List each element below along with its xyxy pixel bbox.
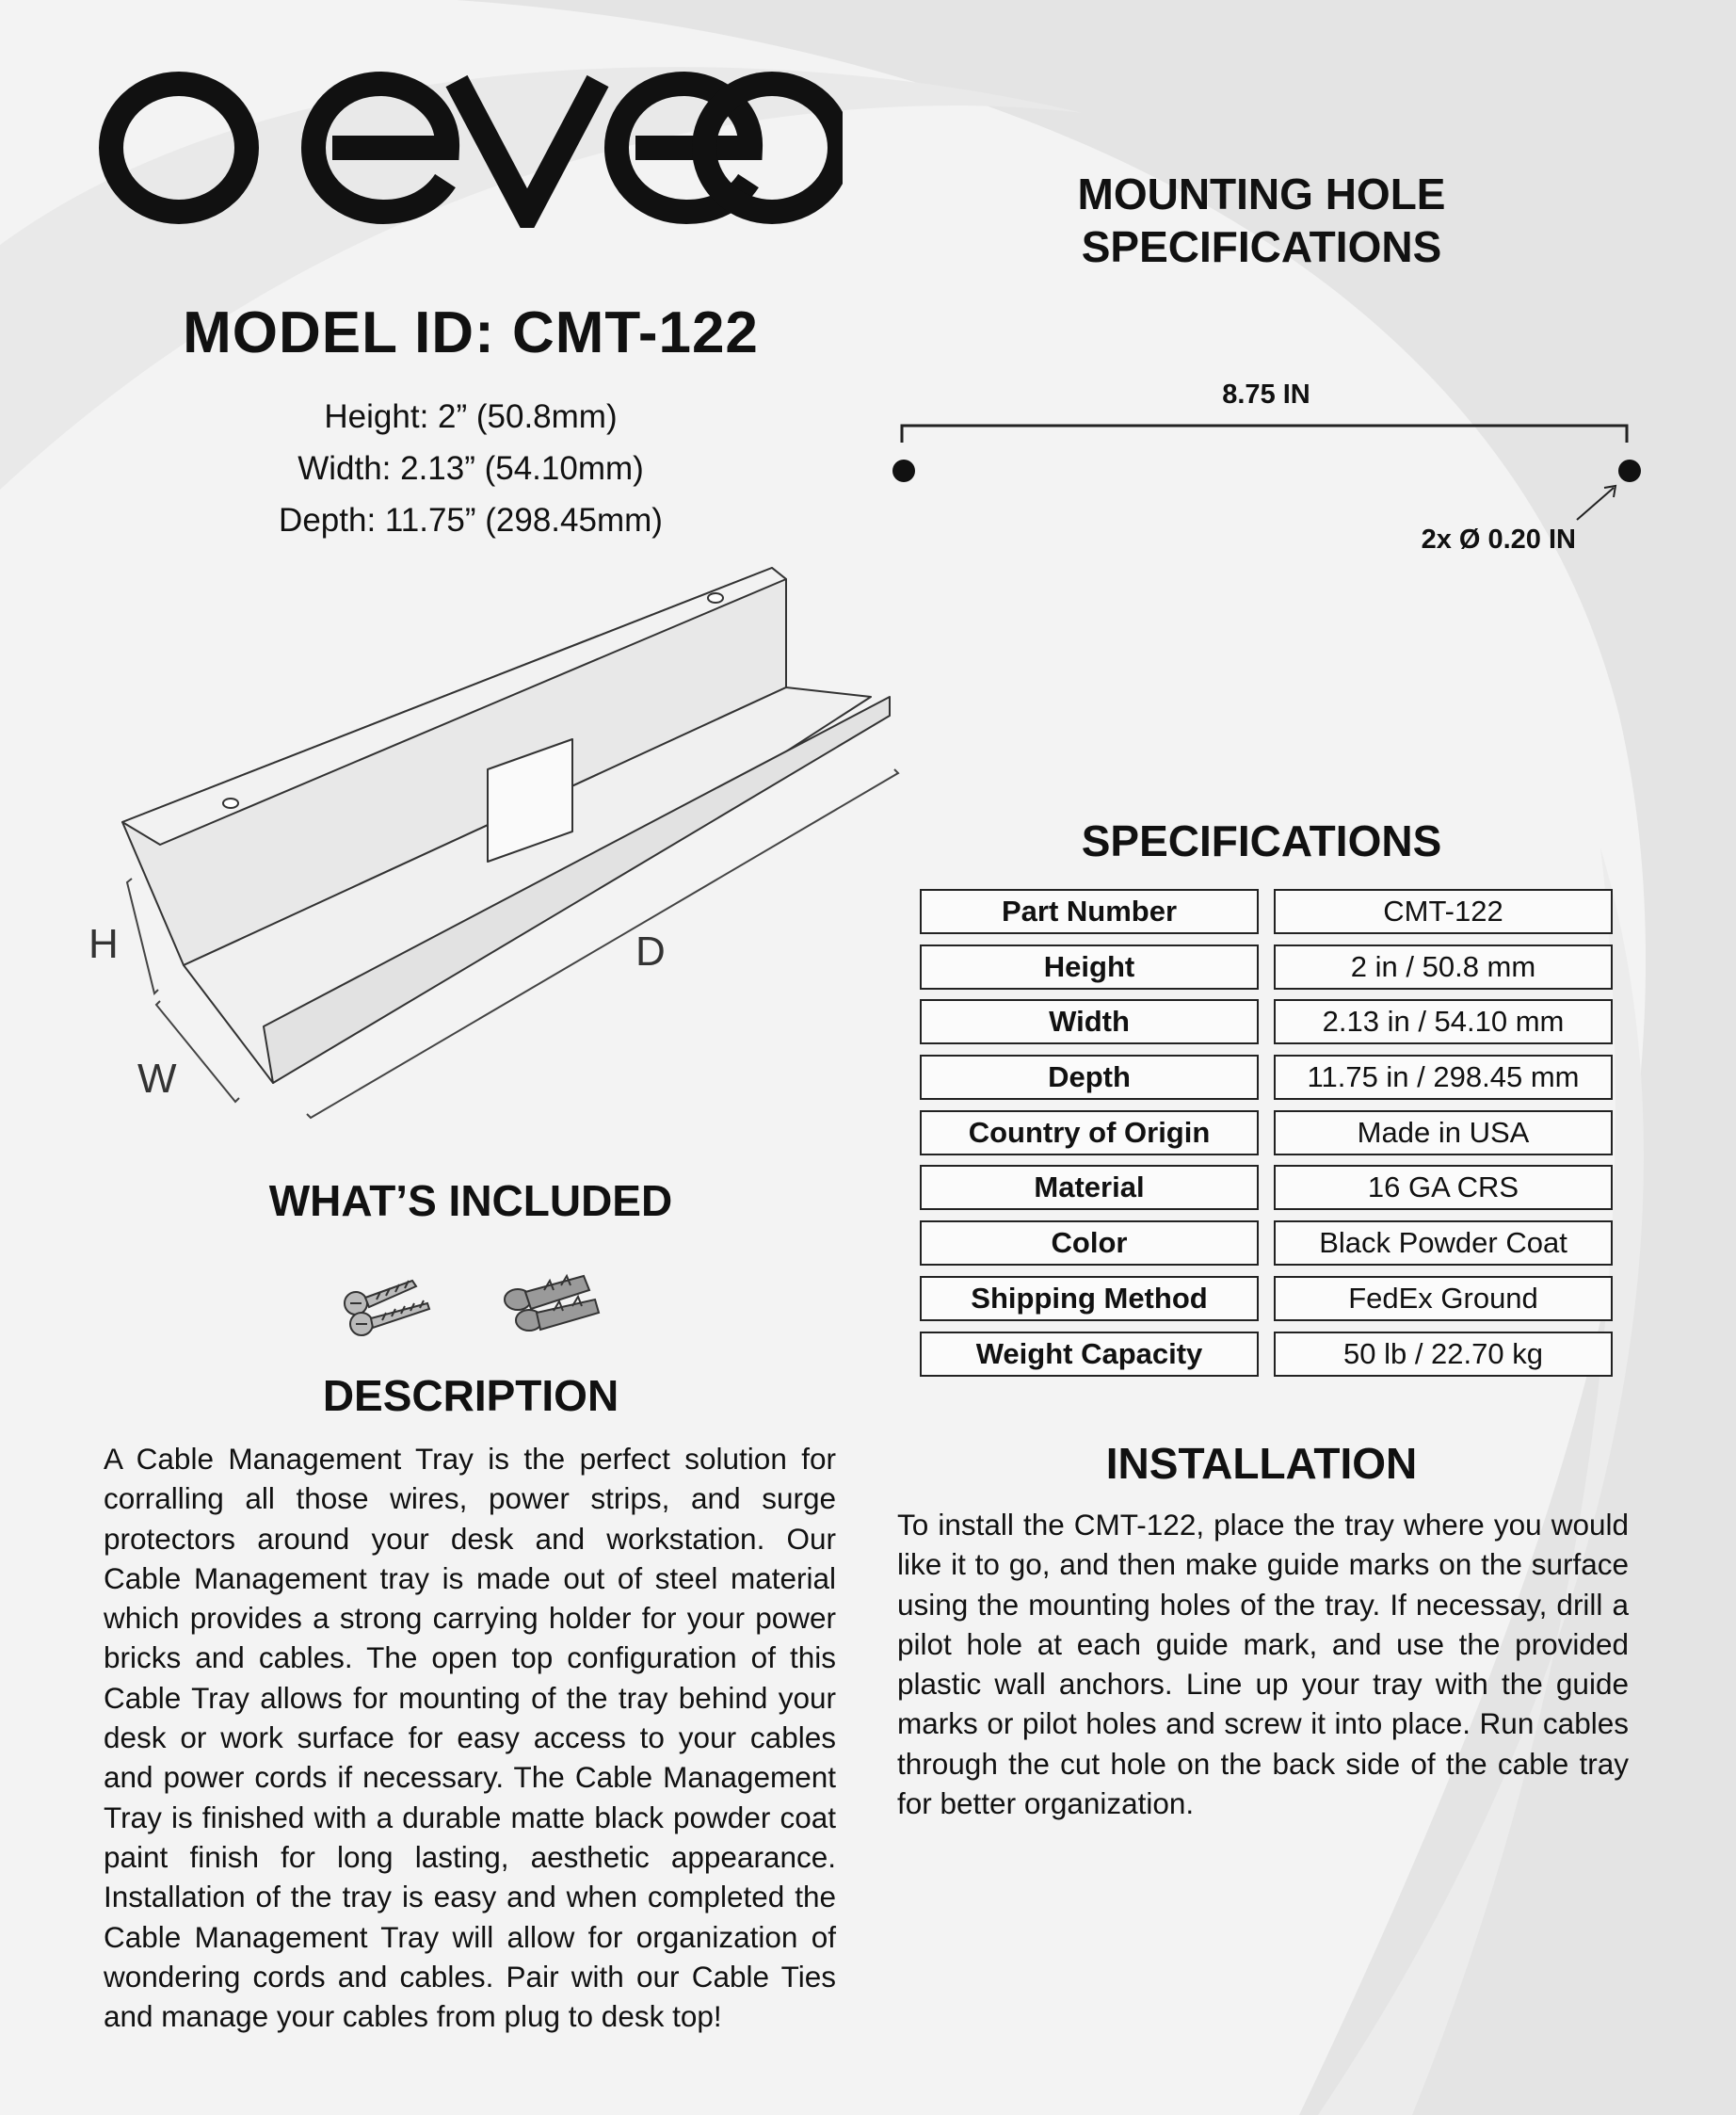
spec-value: 2.13 in / 54.10 mm: [1274, 999, 1613, 1044]
spec-label: Width: [920, 999, 1259, 1044]
tray-diagram: [75, 551, 923, 1135]
spec-value: Black Powder Coat: [1274, 1220, 1613, 1266]
spec-label: Height: [920, 944, 1259, 990]
table-row: [920, 1276, 1613, 1321]
spec-value: CMT-122: [1274, 889, 1613, 934]
hole-diameter-label: 2x Ø 0.20 IN: [1421, 525, 1576, 555]
spec-label: Weight Capacity: [920, 1332, 1259, 1377]
depth-label: D: [635, 928, 666, 975]
spec-label: Part Number: [920, 889, 1259, 934]
width-label: W: [137, 1056, 177, 1102]
mounting-title-line1: MOUNTING HOLE: [1077, 170, 1446, 218]
dimension-bracket: [902, 426, 1627, 443]
installation-text: To install the CMT-122, place the tray where you would like it to go, and then make guide marks on the surface using the mounting holes of the tray. If necessay, drill a pilot hole at each guide mark, and use the provided plastic wall anchors. Line up your tray with the guide marks or pilot holes and screw it into place. Run cables through the cut hole on the back side of the cable tray for better organization.: [897, 1508, 1629, 1821]
table-row: [920, 1110, 1613, 1155]
table-row: [920, 944, 1613, 990]
spec-value: FedEx Ground: [1274, 1276, 1613, 1321]
spec-label: Color: [920, 1220, 1259, 1266]
screws-icon: [345, 1281, 429, 1335]
installation-title: INSTALLATION: [1105, 1439, 1418, 1488]
table-row: [920, 1055, 1613, 1100]
mounting-hole-diagram: [876, 367, 1666, 574]
description-title: DESCRIPTION: [322, 1371, 619, 1420]
table-row: [920, 999, 1613, 1044]
hole-spacing-label: 8.75 IN: [1222, 379, 1310, 410]
model-title: MODEL ID: CMT-122: [183, 300, 759, 365]
table-row: [920, 1165, 1613, 1210]
specifications-title: SPECIFICATIONS: [1081, 816, 1442, 865]
spec-value: 50 lb / 22.70 kg: [1274, 1332, 1613, 1377]
wall-anchors-icon: [505, 1276, 599, 1331]
table-row: [920, 1220, 1613, 1266]
table-row: [920, 889, 1613, 934]
spec-value: Made in USA: [1274, 1110, 1613, 1155]
whats-included-title: WHAT’S INCLUDED: [268, 1176, 673, 1225]
width-dimension: Width: 2.13” (54.10mm): [297, 450, 644, 487]
oeveo-logo: [99, 68, 843, 228]
spec-value: 16 GA CRS: [1274, 1165, 1613, 1210]
height-dimension: Height: 2” (50.8mm): [324, 398, 618, 435]
spec-label: Material: [920, 1165, 1259, 1210]
included-hardware: [330, 1252, 612, 1356]
spec-value: 2 in / 50.8 mm: [1274, 944, 1613, 990]
spec-label: Depth: [920, 1055, 1259, 1100]
specifications-table: [920, 889, 1613, 1386]
dimension-list: [56, 391, 885, 546]
spec-label: Country of Origin: [920, 1110, 1259, 1155]
hole-leader-line: [1577, 488, 1614, 520]
mounting-title-line2: SPECIFICATIONS: [1081, 222, 1442, 271]
mounting-hole-left: [892, 460, 915, 482]
depth-dimension: Depth: 11.75” (298.45mm): [279, 502, 663, 539]
spec-value: 11.75 in / 298.45 mm: [1274, 1055, 1613, 1100]
spec-label: Shipping Method: [920, 1276, 1259, 1321]
mounting-hole-right: [1618, 460, 1641, 482]
mounting-hole-title: [979, 168, 1544, 273]
table-row: [920, 1332, 1613, 1377]
description-text: A Cable Management Tray is the perfect solution for corralling all those wires, power strips, and surge protectors around your desk and workstation. Our Cable Management tray is made out of steel material which provides a strong carrying holder for your power bricks and cables. The open top configuration of this Cable Tray allows for mounting of the tray behind your desk or work surface for easy access to your cables and power cords if necessary. The Cable Management Tray is finished with a durable matte black powder coat paint finish for long lasting, aesthetic appearance. Installation of the tray is easy and when completed the Cable Management Tray will allow for organization of wondering cords and cables. Pair with our Cable Ties and manage your cables from plug to desk top!: [104, 1442, 836, 2034]
height-label: H: [88, 921, 119, 967]
